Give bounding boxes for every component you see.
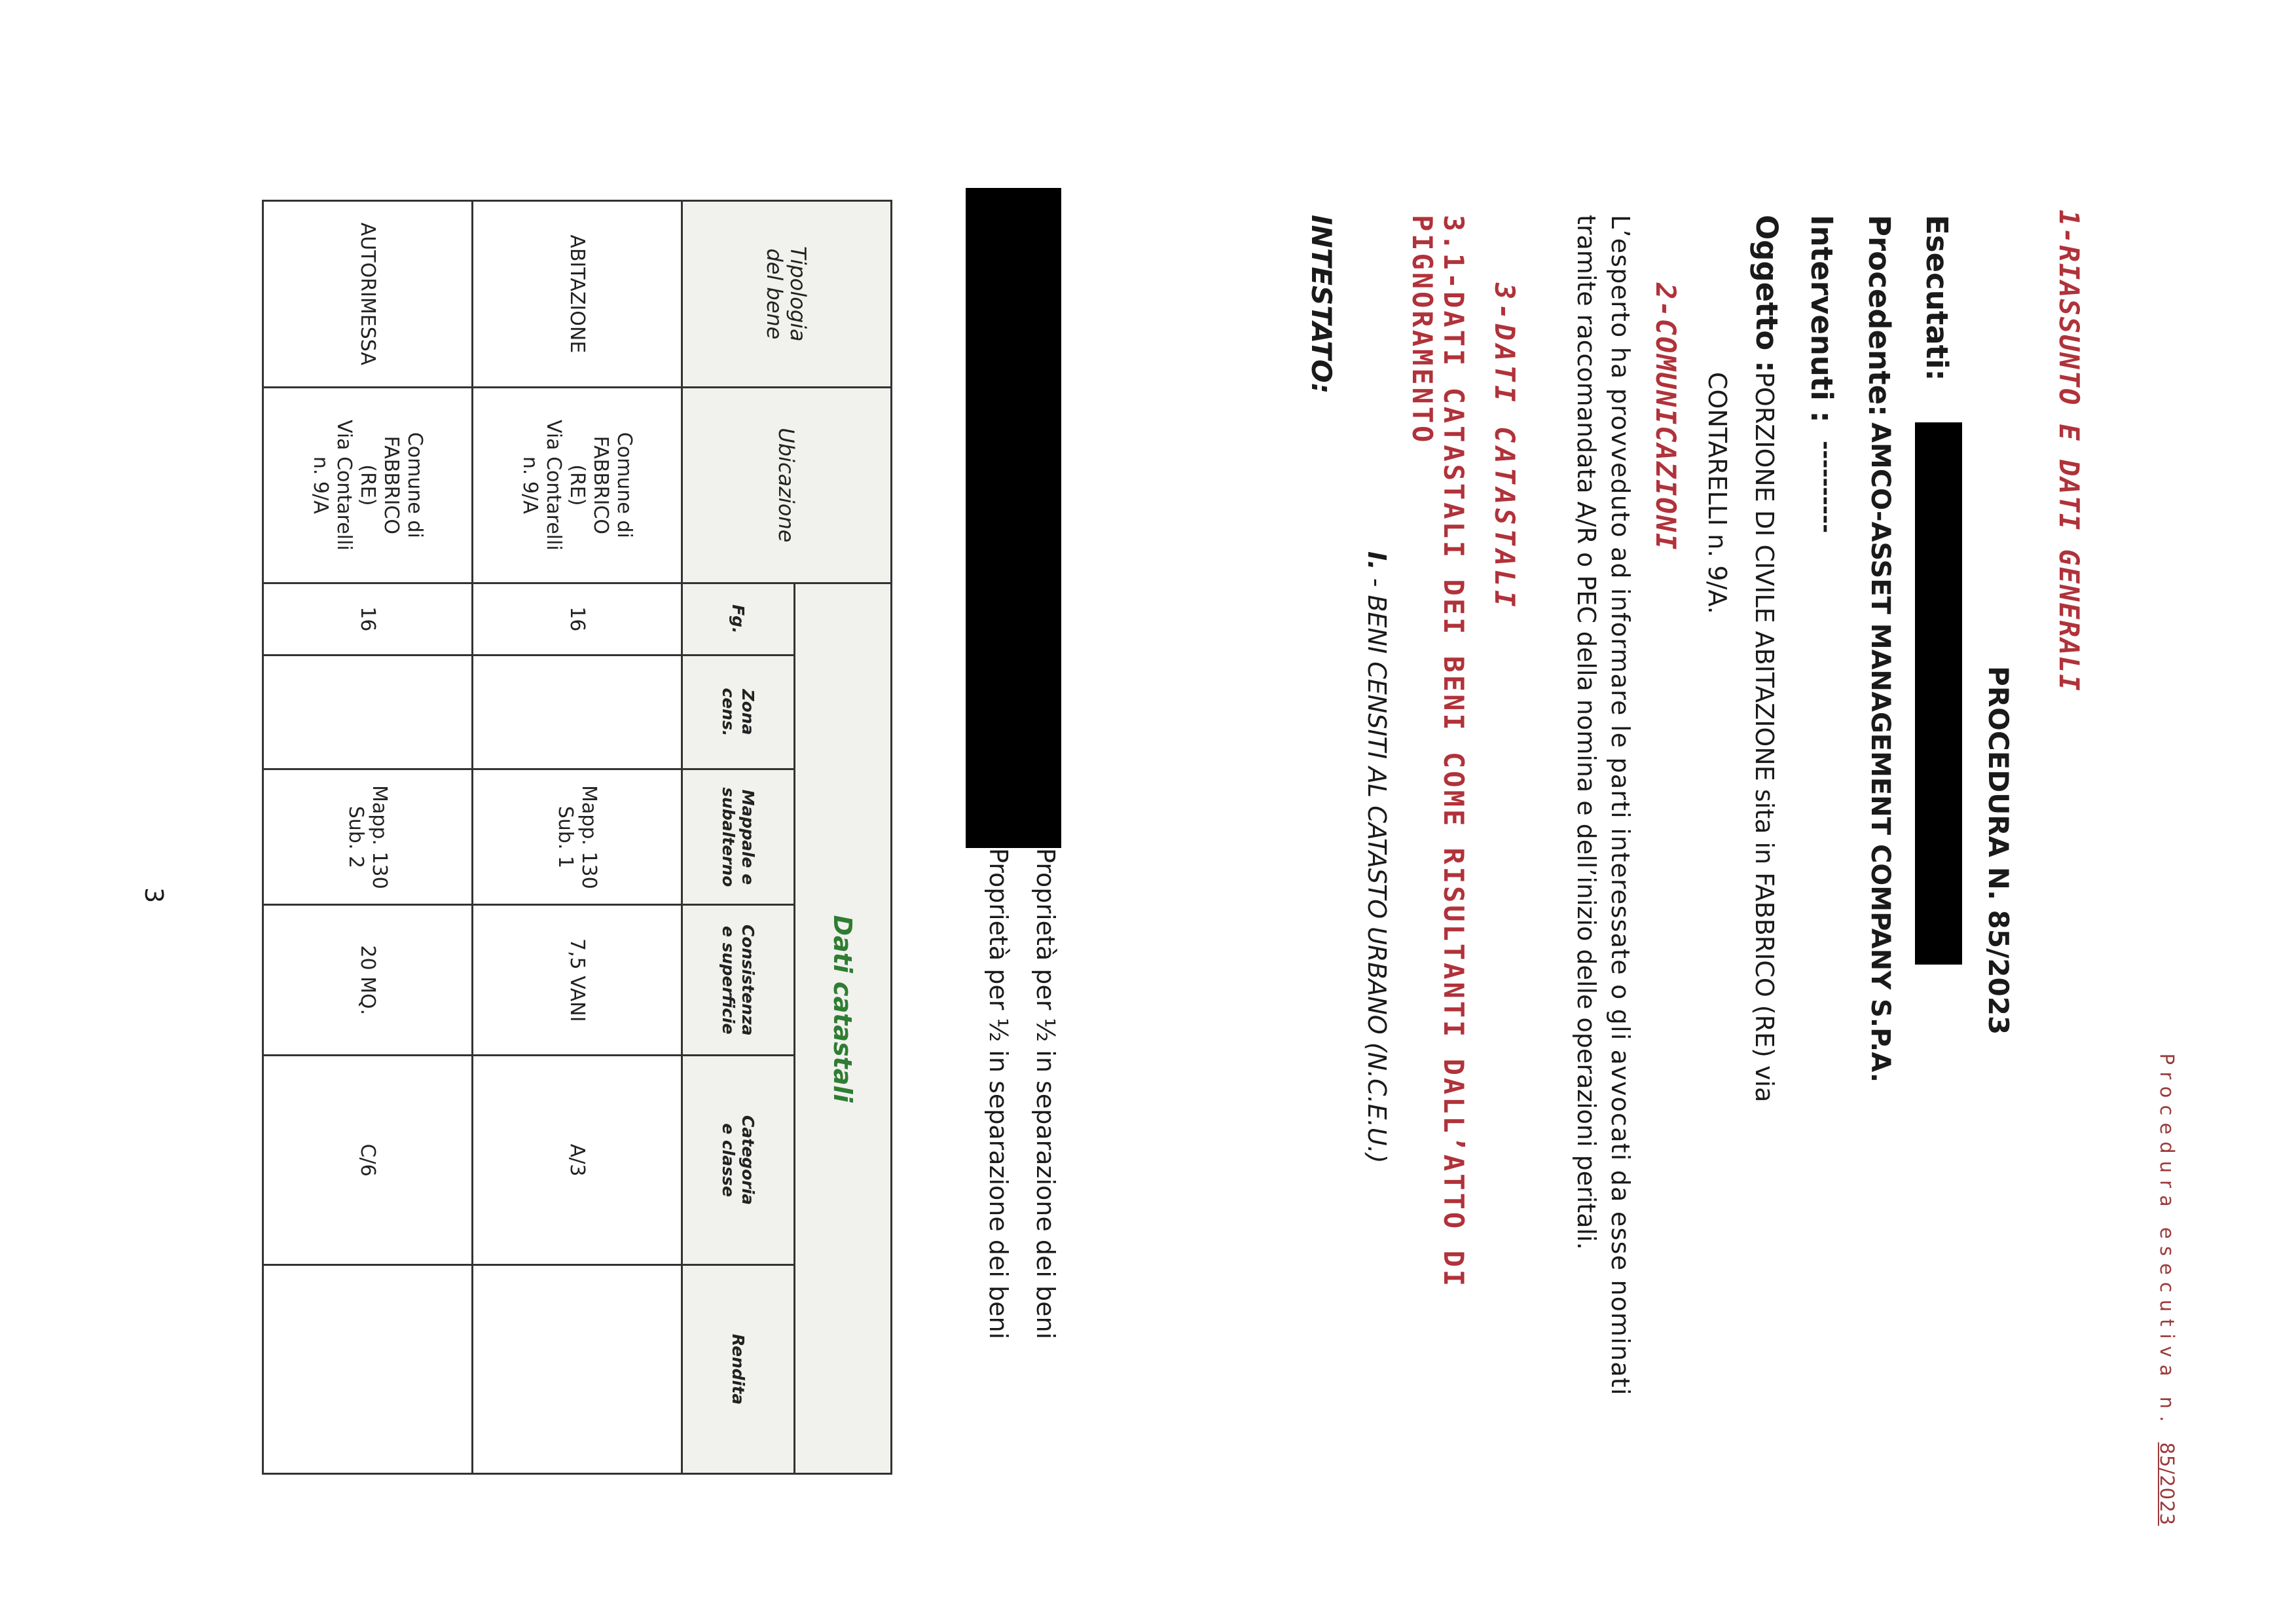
- ubicazione-line: (RE): [566, 464, 589, 506]
- ubicazione-line: Via Contarelli: [333, 419, 356, 551]
- ubicazione-line: FABBRICO: [589, 435, 613, 535]
- header-consistenza: Consistenza e superficie: [682, 905, 795, 1056]
- cell-consistenza: 7,5 VANI: [473, 905, 682, 1056]
- oggetto-line-1: PORZIONE DI CIVILE ABITAZIONE sita in FABBRICO (RE) via: [1750, 372, 1779, 1103]
- cell-rendita: [473, 1265, 682, 1474]
- header-zona: Zona cens.: [682, 655, 795, 769]
- table-row: [473, 201, 682, 1474]
- header-mappale: Mappale e subalterno: [682, 769, 795, 905]
- cell-tipologia: ABITAZIONE: [473, 201, 682, 388]
- mappale-line: Mapp. 130: [368, 785, 392, 889]
- table-header-row-1: [795, 201, 892, 1474]
- procedente-value: AMCO-ASSET MANAGEMENT COMPANY S.P.A.: [1865, 422, 1895, 1083]
- esecutati-redaction: [1915, 422, 1962, 965]
- beni-heading-num: I.: [1362, 551, 1391, 570]
- header-rendita: Rendita: [682, 1265, 795, 1474]
- ubicazione-line: FABBRICO: [380, 435, 403, 535]
- beni-heading-text: - BENI CENSITI AL CATASTO URBANO (N.C.E.U.): [1362, 570, 1391, 1164]
- running-header: [2156, 570, 2178, 1526]
- ubicazione-line: Comune di: [613, 432, 636, 538]
- oggetto-label: Oggetto :: [1749, 215, 1784, 373]
- cell-ubicazione: [263, 387, 473, 583]
- cell-tipologia: AUTORIMESSA: [263, 201, 473, 388]
- cell-ubicazione: [473, 387, 682, 583]
- header-number: 85/2023: [2156, 1442, 2178, 1526]
- section-3-title: 3-DATI CATASTALI: [1489, 283, 1521, 611]
- cell-fg: 16: [473, 583, 682, 655]
- intestato-redaction: [966, 188, 1061, 848]
- cell-zona: [263, 655, 473, 769]
- cell-mappale: [263, 769, 473, 905]
- ubicazione-line: (RE): [356, 464, 380, 506]
- procedura-title: PROCEDURA N. 85/2023: [1982, 666, 2014, 1035]
- intervenuti-label: Intervenuti :: [1804, 215, 1839, 423]
- header-categoria: Categoria e classe: [682, 1056, 795, 1265]
- mappale-line: Sub. 2: [344, 805, 368, 868]
- ubicazione-line: Comune di: [403, 432, 427, 538]
- cell-rendita: [263, 1265, 473, 1474]
- intestato-label: INTESTATO:: [1305, 215, 1338, 394]
- cell-categoria: A/3: [473, 1056, 682, 1265]
- ubicazione-line: n. 9/A: [519, 456, 542, 514]
- section-1-title: 1-RIASSUNTO E DATI GENERALI: [2053, 210, 2085, 692]
- mappale-line: Mapp. 130: [577, 785, 601, 889]
- intestato-line-2: Proprietà per ½ in separazione dei beni: [984, 848, 1013, 1340]
- cell-consistenza: 20 MQ.: [263, 905, 473, 1056]
- intervenuti-value: ----------: [1813, 441, 1839, 534]
- header-fg: Fg.: [682, 583, 795, 655]
- cell-zona: [473, 655, 682, 769]
- section-2-body: [1569, 215, 1637, 1479]
- oggetto-line-2: CONTARELLI n. 9/A.: [1703, 372, 1732, 614]
- page-number: 3: [139, 887, 168, 904]
- table-row: [263, 201, 473, 1474]
- section-2-title: 2-COMUNICAZIONI: [1650, 283, 1682, 551]
- beni-heading: [1362, 551, 1391, 1164]
- cell-mappale: [473, 769, 682, 905]
- cell-categoria: C/6: [263, 1056, 473, 1265]
- mappale-line: Sub. 1: [554, 805, 577, 868]
- procedente-label: Procedente:: [1862, 215, 1897, 417]
- intestato-line-1: Proprietà per ½ in separazione dei beni: [1031, 848, 1060, 1340]
- section-3-1-title: [1406, 215, 1469, 1289]
- section-3-1-title-line-1: 3.1-DATI CATASTALI DEI BENI COME RISULTANTI DALL’ATTO DI: [1438, 215, 1470, 1289]
- header-text: Procedura esecutiva n.: [2156, 1053, 2178, 1430]
- section-2-body-line-1: L’esperto ha provveduto ad informare le parti interessate o gli avvocati da esse nominati: [1606, 215, 1635, 1396]
- header-dati-catastali: Dati catastali: [795, 583, 892, 1473]
- cadastral-table: [262, 200, 892, 1475]
- header-tipologia: Tipologia del bene: [682, 201, 892, 388]
- ubicazione-line: n. 9/A: [309, 456, 333, 514]
- section-2-body-line-2: tramite raccomandata A/R o PEC della nomina e dell’inizio delle operazioni peritali.: [1572, 215, 1601, 1250]
- cell-fg: 16: [263, 583, 473, 655]
- header-ubicazione: Ubicazione: [682, 387, 892, 583]
- section-3-1-title-line-2: PIGNORAMENTO: [1406, 215, 1438, 445]
- esecutati-label: Esecutati:: [1920, 215, 1954, 381]
- ubicazione-line: Via Contarelli: [542, 419, 566, 551]
